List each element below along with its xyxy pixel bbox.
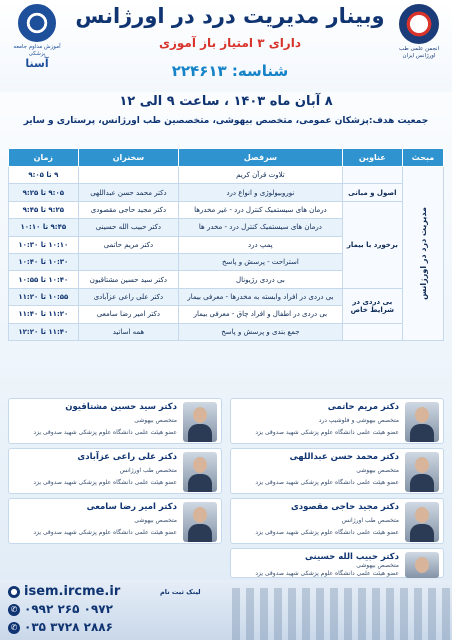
credit-subtitle: دارای ۳ امتیاز باز آموزی bbox=[159, 36, 301, 50]
speaker-photo bbox=[183, 452, 217, 492]
cme-brand: آسنا bbox=[25, 57, 49, 71]
speaker-name: دکتر مجید حاجی مقصودی bbox=[291, 502, 399, 512]
col-header-speaker: سخنران bbox=[78, 149, 178, 167]
subject-cell: درمان های سیستمیک کنترل درد - غیر مخدرها bbox=[179, 201, 343, 218]
speaker-name: دکتر علی راعی عزآبادی bbox=[77, 452, 177, 462]
webinar-code: شناسه: ۲۲۴۶۱۳ bbox=[171, 62, 289, 80]
subject-cell: نوروبیولوژی و انواع درد bbox=[179, 184, 343, 201]
speaker-affiliation: عضو هیئت علمی دانشگاه علوم پزشکی شهید صدوقی یزد bbox=[255, 529, 399, 536]
registration-site[interactable] bbox=[8, 584, 120, 599]
time-cell: ۱۱:۴۰ تا ۱۲:۲۰ bbox=[9, 323, 79, 340]
association-logo bbox=[392, 4, 446, 59]
topic-cell bbox=[342, 323, 402, 340]
speaker-cell bbox=[78, 167, 178, 184]
association-caption: انجمن علمی طب اورژانس ایران bbox=[398, 46, 440, 59]
speaker-specialty: متخصص طب اورژانس bbox=[341, 517, 399, 524]
speaker-cell: دکتر مریم حاتمی bbox=[78, 236, 178, 253]
phone-number-2: ۰۳۵ ۳۷۲۸ ۲۸۸۶ bbox=[24, 620, 113, 634]
speaker-card bbox=[8, 398, 222, 444]
table-row bbox=[9, 323, 444, 340]
speaker-name: دکتر سید حسین مشتاقیون bbox=[65, 402, 177, 412]
topic-cell: بی دردی در شرایط خاص bbox=[342, 288, 402, 323]
time-cell: ۱۰:۱۰ تا ۱۰:۳۰ bbox=[9, 236, 79, 253]
speaker-cell: دکتر علی راعی عزآبادی bbox=[78, 288, 178, 305]
speaker-card bbox=[230, 398, 444, 444]
subject-cell: جمع بندی و پرسش و پاسخ bbox=[179, 323, 343, 340]
speaker-name: دکتر حبیب الله حسینی bbox=[304, 552, 399, 562]
speaker-card bbox=[8, 448, 222, 494]
speaker-cell: همه اساتید bbox=[78, 323, 178, 340]
topic-cell: اصول و مبانی bbox=[342, 184, 402, 201]
table-row bbox=[9, 201, 444, 218]
speaker-specialty: متخصص بیهوشی bbox=[134, 417, 177, 424]
speaker-name: دکتر مریم حاتمی bbox=[327, 402, 399, 412]
speaker-affiliation: عضو هیئت علمی دانشگاه علوم پزشکی شهید صدوقی یزد bbox=[255, 479, 399, 486]
speaker-cell bbox=[78, 253, 178, 270]
target-audience: جمعیت هدف:پزشکان عمومی، متخصص بیهوشی، متخصصین طب اورژانس، پرستاری و سایر bbox=[23, 116, 429, 126]
speaker-card bbox=[230, 548, 444, 578]
speaker-card bbox=[230, 498, 444, 544]
subject-cell: بی دردی رژیونال bbox=[179, 271, 343, 288]
col-header-subject: سرفصل bbox=[179, 149, 343, 167]
speaker-photo bbox=[405, 452, 439, 492]
topic-cell bbox=[342, 167, 402, 184]
table-row bbox=[9, 288, 444, 305]
time-cell: ۹:۴۵ تا ۱۰:۱۰ bbox=[9, 219, 79, 236]
time-cell: ۹:۲۵ تا ۹:۴۵ bbox=[9, 201, 79, 218]
subject-cell: بی دردی در افراد وابسته به مخدرها - معرفی بیمار bbox=[179, 288, 343, 305]
phone-icon: ✆ bbox=[8, 604, 20, 616]
subject-cell: استراحت - پرسش و پاسخ bbox=[179, 253, 343, 270]
time-cell: ۱۰:۴۰ تا ۱۰:۵۵ bbox=[9, 271, 79, 288]
time-cell: ۹ تا ۹:۰۵ bbox=[9, 167, 79, 184]
subject-cell: درمان های سیستمیک کنترل درد - مخدر ها bbox=[179, 219, 343, 236]
poster-title: وبینار مدیریت درد در اورژانس bbox=[75, 4, 385, 28]
footer bbox=[0, 580, 452, 640]
city-skyline-decoration bbox=[232, 588, 452, 640]
caduceus-icon bbox=[18, 4, 56, 42]
speaker-affiliation: عضو هیئت علمی دانشگاه علوم پزشکی شهید صدوقی یزد bbox=[33, 529, 177, 536]
time-cell: ۱۰:۵۵ تا ۱۱:۲۰ bbox=[9, 288, 79, 305]
speaker-photo bbox=[405, 552, 439, 578]
cme-caption: آموزش مداوم جامعه پزشکی bbox=[13, 44, 61, 57]
col-header-time: زمان bbox=[9, 149, 79, 167]
table-header-row bbox=[9, 149, 444, 167]
date-time: ۸ آبان ماه ۱۴۰۳ ، ساعت ۹ الی ۱۲ bbox=[119, 94, 333, 109]
speaker-cards bbox=[8, 398, 444, 578]
office-phone bbox=[8, 620, 113, 634]
col-header-axis: مبحث bbox=[403, 149, 444, 167]
subject-cell: پمپ درد bbox=[179, 236, 343, 253]
time-cell: ۱۱:۲۰ تا ۱۱:۴۰ bbox=[9, 306, 79, 323]
speaker-photo bbox=[405, 402, 439, 442]
axis-cell: مدیریت درد در اورژانس bbox=[403, 167, 444, 341]
phone-icon: ✆ bbox=[8, 622, 20, 634]
speaker-specialty: متخصص بیهوشی bbox=[356, 467, 399, 474]
phone-number-1: ۰۹۹۲ ۲۶۵ ۰۹۷۲ bbox=[24, 602, 113, 616]
cme-logo bbox=[6, 4, 68, 70]
mobile-phone bbox=[8, 602, 113, 616]
speaker-cell: دکتر محمد حسن عبداللهی bbox=[78, 184, 178, 201]
registration-label: لینک ثبت نام bbox=[160, 588, 201, 596]
speaker-specialty: متخصص طب اورژانس bbox=[119, 467, 177, 474]
table-row bbox=[9, 184, 444, 201]
schedule-table bbox=[8, 148, 444, 341]
time-cell: ۹:۰۵ تا ۹:۲۵ bbox=[9, 184, 79, 201]
speaker-card bbox=[230, 448, 444, 494]
header bbox=[0, 0, 452, 92]
site-url[interactable]: isem.ircme.ir bbox=[24, 584, 121, 599]
speaker-affiliation: عضو هیئت علمی دانشگاه علوم پزشکی شهید صدوقی یزد bbox=[255, 429, 399, 436]
topic-cell: برخورد با بیمار bbox=[342, 201, 402, 288]
speaker-cell: دکتر مجید حاجی مقصودی bbox=[78, 201, 178, 218]
speaker-cell: دکتر حبیب الله حسینی bbox=[78, 219, 178, 236]
time-cell: ۱۰:۳۰ تا ۱۰:۴۰ bbox=[9, 253, 79, 270]
speaker-affiliation: عضو هیئت علمی دانشگاه علوم پزشکی شهید صدوقی یزد bbox=[255, 570, 399, 577]
subject-cell: بی دردی در اطفال و افراد چاق - معرفی بیمار bbox=[179, 306, 343, 323]
speaker-photo bbox=[405, 502, 439, 542]
table-row bbox=[9, 167, 444, 184]
speaker-photo bbox=[183, 402, 217, 442]
speaker-affiliation: عضو هیئت علمی دانشگاه علوم پزشکی شهید صدوقی یزد bbox=[33, 479, 177, 486]
speaker-affiliation: عضو هیئت علمی دانشگاه علوم پزشکی شهید صدوقی یزد bbox=[33, 429, 177, 436]
speaker-cell: دکتر امیر رضا سامعی bbox=[78, 306, 178, 323]
speaker-specialty: متخصص بیهوشی bbox=[134, 517, 177, 524]
speaker-specialty: متخصص بیهوشی و فلوشیپ درد bbox=[318, 417, 399, 424]
globe-icon: ● bbox=[8, 586, 20, 598]
speaker-photo bbox=[183, 502, 217, 542]
speaker-name: دکتر امیر رضا سامعی bbox=[86, 502, 177, 512]
speaker-card bbox=[8, 498, 222, 544]
subject-cell: تلاوت قرآن کریم bbox=[179, 167, 343, 184]
speaker-cell: دکتر سید حسین مشتاقیون bbox=[78, 271, 178, 288]
speaker-name: دکتر محمد حسن عبداللهی bbox=[289, 452, 399, 462]
col-header-topic: عناوین bbox=[342, 149, 402, 167]
speaker-specialty: متخصص بیهوشی bbox=[356, 562, 399, 569]
association-seal-icon bbox=[399, 4, 439, 44]
